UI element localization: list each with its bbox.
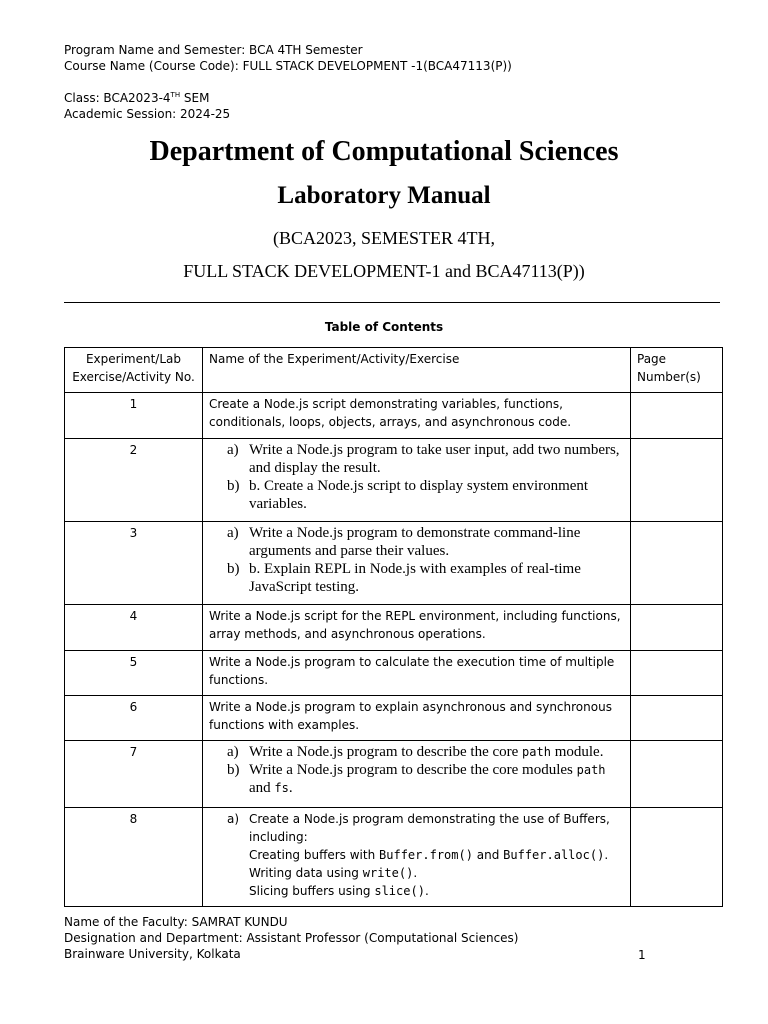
department-title: Department of Computational Sciences: [149, 136, 619, 167]
list-item: [209, 810, 624, 846]
sub-item: [209, 882, 624, 900]
row-page: [631, 741, 723, 808]
row-number: 2: [65, 439, 203, 522]
list-item: [209, 743, 624, 761]
row-page: [631, 522, 723, 605]
list-text: b. Explain REPL in Node.js with examples of real-time JavaScript testing.: [249, 561, 581, 595]
class-label: Class: BCA2023-4: [64, 91, 171, 105]
row-number: 8: [65, 808, 203, 907]
list-text: .: [604, 848, 609, 862]
course-name: Course Name (Course Code): FULL STACK DEVELOPMENT -1(BCA47113(P)): [64, 59, 512, 73]
list-text: Write a Node.js program to demonstrate command-line arguments and parse their values.: [249, 525, 581, 559]
subtitle-line-1: (BCA2023, SEMESTER 4TH,: [272, 228, 495, 248]
row-text: [203, 808, 631, 907]
row-page: [631, 651, 723, 696]
table-row: [65, 522, 723, 605]
list-text: and: [249, 780, 275, 796]
table-row: [65, 741, 723, 808]
class-suffix: SEM: [180, 91, 210, 105]
list-text: .: [413, 866, 418, 880]
code-buffer-alloc: Buffer.alloc(): [503, 848, 605, 862]
toc-title: Table of Contents: [324, 320, 444, 334]
table-row: [65, 808, 723, 907]
academic-session: Academic Session: 2024-25: [64, 107, 231, 121]
code-write: write(): [362, 866, 414, 880]
code-slice: slice(): [374, 884, 425, 898]
table-row: [65, 605, 723, 651]
toc-table: [64, 347, 723, 907]
list-text: Creating buffers with: [249, 848, 380, 862]
list-text: Slicing buffers using: [249, 884, 375, 898]
horizontal-rule: [64, 302, 720, 303]
row-number: 6: [65, 696, 203, 741]
row-page: [631, 439, 723, 522]
list-text: .: [288, 780, 293, 796]
table-row: [65, 651, 723, 696]
header-number: Experiment/Lab Exercise/Activity No.: [65, 348, 203, 393]
list-item: [209, 441, 624, 477]
list-text: b. Create a Node.js script to display system environment variables.: [249, 478, 589, 512]
row-text: Create a Node.js script demonstrating variables, functions, conditionals, loops, objects, arrays, and asynchronous code.: [203, 393, 631, 439]
row-text: [203, 741, 631, 808]
row-text: [203, 439, 631, 522]
row-number: 7: [65, 741, 203, 808]
footer: [64, 914, 518, 962]
class-superscript: TH: [170, 91, 181, 99]
class-name: [64, 87, 230, 106]
faculty-designation: Designation and Department: Assistant Professor (Computational Sciences): [64, 931, 519, 945]
university-name: Brainware University, Kolkata: [64, 947, 241, 961]
list-item: [209, 761, 624, 797]
row-page: [631, 605, 723, 651]
list-marker: b): [227, 478, 240, 494]
list-text: module.: [550, 744, 604, 760]
list-marker: a): [227, 442, 239, 458]
list-text: Write a Node.js program to describe the core modules: [249, 762, 577, 778]
program-name: Program Name and Semester: BCA 4TH Semester: [64, 43, 363, 57]
sub-item: [209, 864, 624, 882]
row-page: [631, 696, 723, 741]
list-text: Writing data using: [249, 866, 363, 880]
row-text: Write a Node.js program to calculate the execution time of multiple functions.: [203, 651, 631, 696]
row-number: 3: [65, 522, 203, 605]
subtitle-line-2: FULL STACK DEVELOPMENT-1 and BCA47113(P)): [183, 261, 585, 281]
sub-item: [209, 846, 624, 864]
list-text: .: [424, 884, 429, 898]
faculty-name: Name of the Faculty: SAMRAT KUNDU: [64, 915, 288, 929]
list-text: Write a Node.js program to describe the core: [249, 744, 523, 760]
list-text: and: [472, 848, 504, 862]
table-row: [65, 439, 723, 522]
class-info: [64, 87, 230, 122]
list-marker: b): [227, 561, 240, 577]
list-marker: b): [227, 762, 240, 778]
row-text: [203, 522, 631, 605]
list-marker: a): [227, 525, 239, 541]
code-buffer-from: Buffer.from(): [379, 848, 473, 862]
row-number: 5: [65, 651, 203, 696]
list-item: [209, 477, 624, 513]
manual-title: Laboratory Manual: [277, 182, 491, 209]
row-page: [631, 393, 723, 439]
list-item: [209, 524, 624, 560]
code-path: path: [522, 745, 551, 759]
row-text: Write a Node.js program to explain asynchronous and synchronous functions with examples.: [203, 696, 631, 741]
page-number: 1: [638, 948, 646, 962]
row-number: 1: [65, 393, 203, 439]
row-number: 4: [65, 605, 203, 651]
header-name: Name of the Experiment/Activity/Exercise: [203, 348, 631, 393]
list-text: Write a Node.js program to take user input, add two numbers, and display the result.: [249, 442, 620, 476]
list-marker: a): [227, 744, 239, 760]
table-row: [65, 696, 723, 741]
code-fs: fs: [274, 781, 289, 795]
header-page: Page Number(s): [631, 348, 723, 393]
list-item: [209, 560, 624, 596]
table-header-row: [65, 348, 723, 393]
list-marker: a): [227, 812, 240, 826]
table-row: [65, 393, 723, 439]
list-text: Create a Node.js program demonstrating the use of Buffers, including:: [249, 812, 610, 844]
header-info: [64, 42, 512, 74]
code-path: path: [576, 763, 606, 777]
row-page: [631, 808, 723, 907]
row-text: Write a Node.js script for the REPL environment, including functions, array methods, and asynchronous operations.: [203, 605, 631, 651]
